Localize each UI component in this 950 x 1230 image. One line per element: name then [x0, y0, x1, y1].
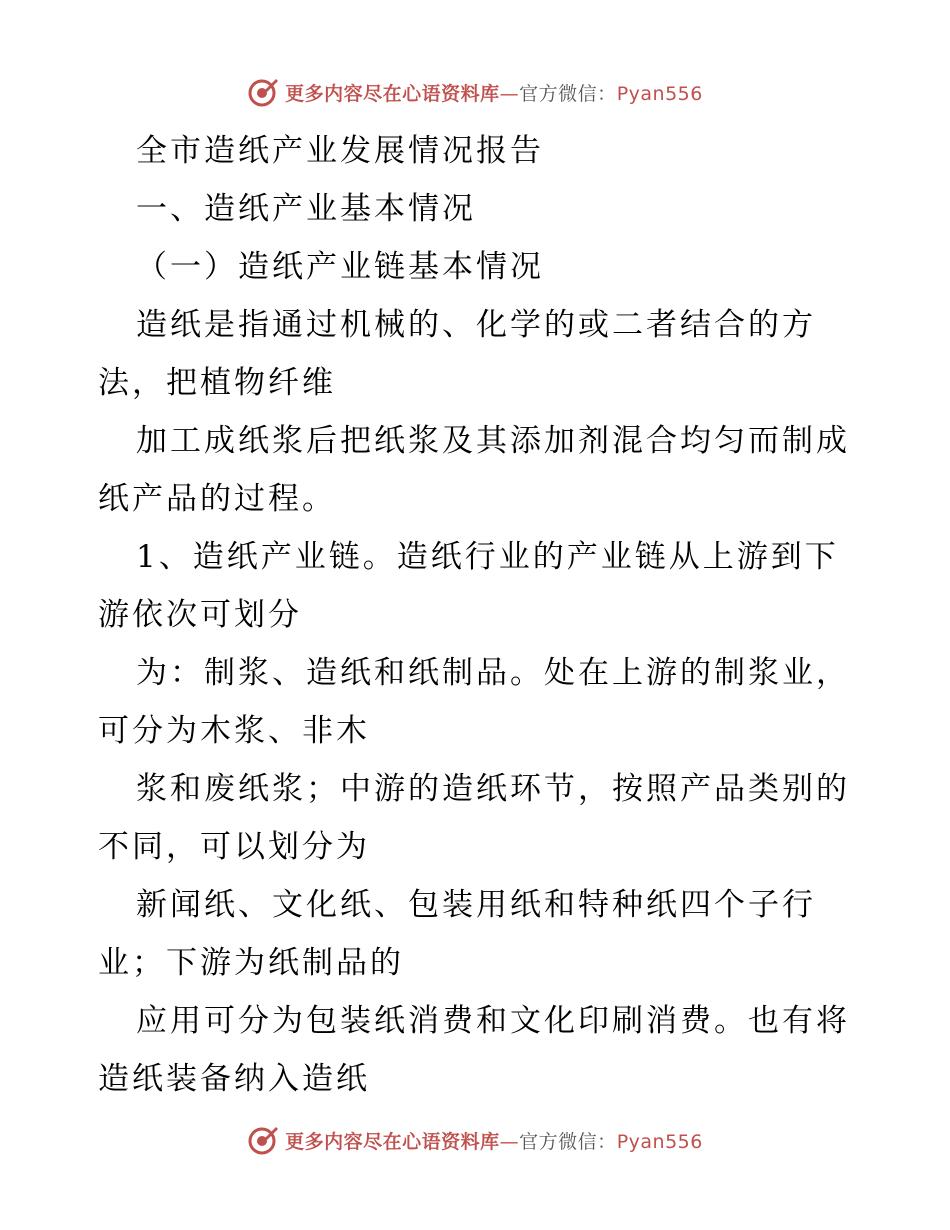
subsection-heading: （一）造纸产业链基本情况 — [136, 249, 544, 285]
header-banner — [0, 72, 950, 112]
pen-circle-logo-icon — [247, 1124, 279, 1156]
paragraph: 浆和废纸浆；中游的造纸环节，按照产品类别的不同，可以划分为 — [98, 771, 850, 865]
banner-dash: — — [499, 1130, 520, 1153]
banner-wechat-id: Pyan556 — [616, 1130, 703, 1153]
banner-site-name: 更多内容尽在心语资料库 — [285, 1130, 500, 1153]
paragraph: 应用可分为包装纸消费和文化印刷消费。也有将造纸装备纳入造纸 — [98, 1003, 850, 1097]
banner-wechat-id: Pyan556 — [616, 82, 703, 105]
banner-wechat-label: 官方微信： — [519, 1130, 617, 1153]
paragraph: 加工成纸浆后把纸浆及其添加剂混合均匀而制成纸产品的过程。 — [98, 423, 850, 517]
paragraph: 造纸是指通过机械的、化学的或二者结合的方法，把植物纤维 — [98, 307, 816, 401]
document-body — [98, 122, 858, 1108]
banner-site-name: 更多内容尽在心语资料库 — [285, 82, 500, 105]
paragraph: 为：制浆、造纸和纸制品。处在上游的制浆业，可分为木浆、非木 — [98, 655, 850, 749]
pen-circle-logo-icon — [247, 76, 279, 108]
section-heading: 一、造纸产业基本情况 — [136, 191, 476, 227]
banner-dash: — — [499, 82, 520, 105]
paragraph: 新闻纸、文化纸、包装用纸和特种纸四个子行业；下游为纸制品的 — [98, 887, 816, 981]
footer-banner — [0, 1120, 950, 1160]
banner-wechat-label: 官方微信： — [519, 82, 617, 105]
document-title: 全市造纸产业发展情况报告 — [136, 133, 544, 169]
paragraph: 1、造纸产业链。造纸行业的产业链从上游到下游依次可划分 — [98, 539, 839, 633]
